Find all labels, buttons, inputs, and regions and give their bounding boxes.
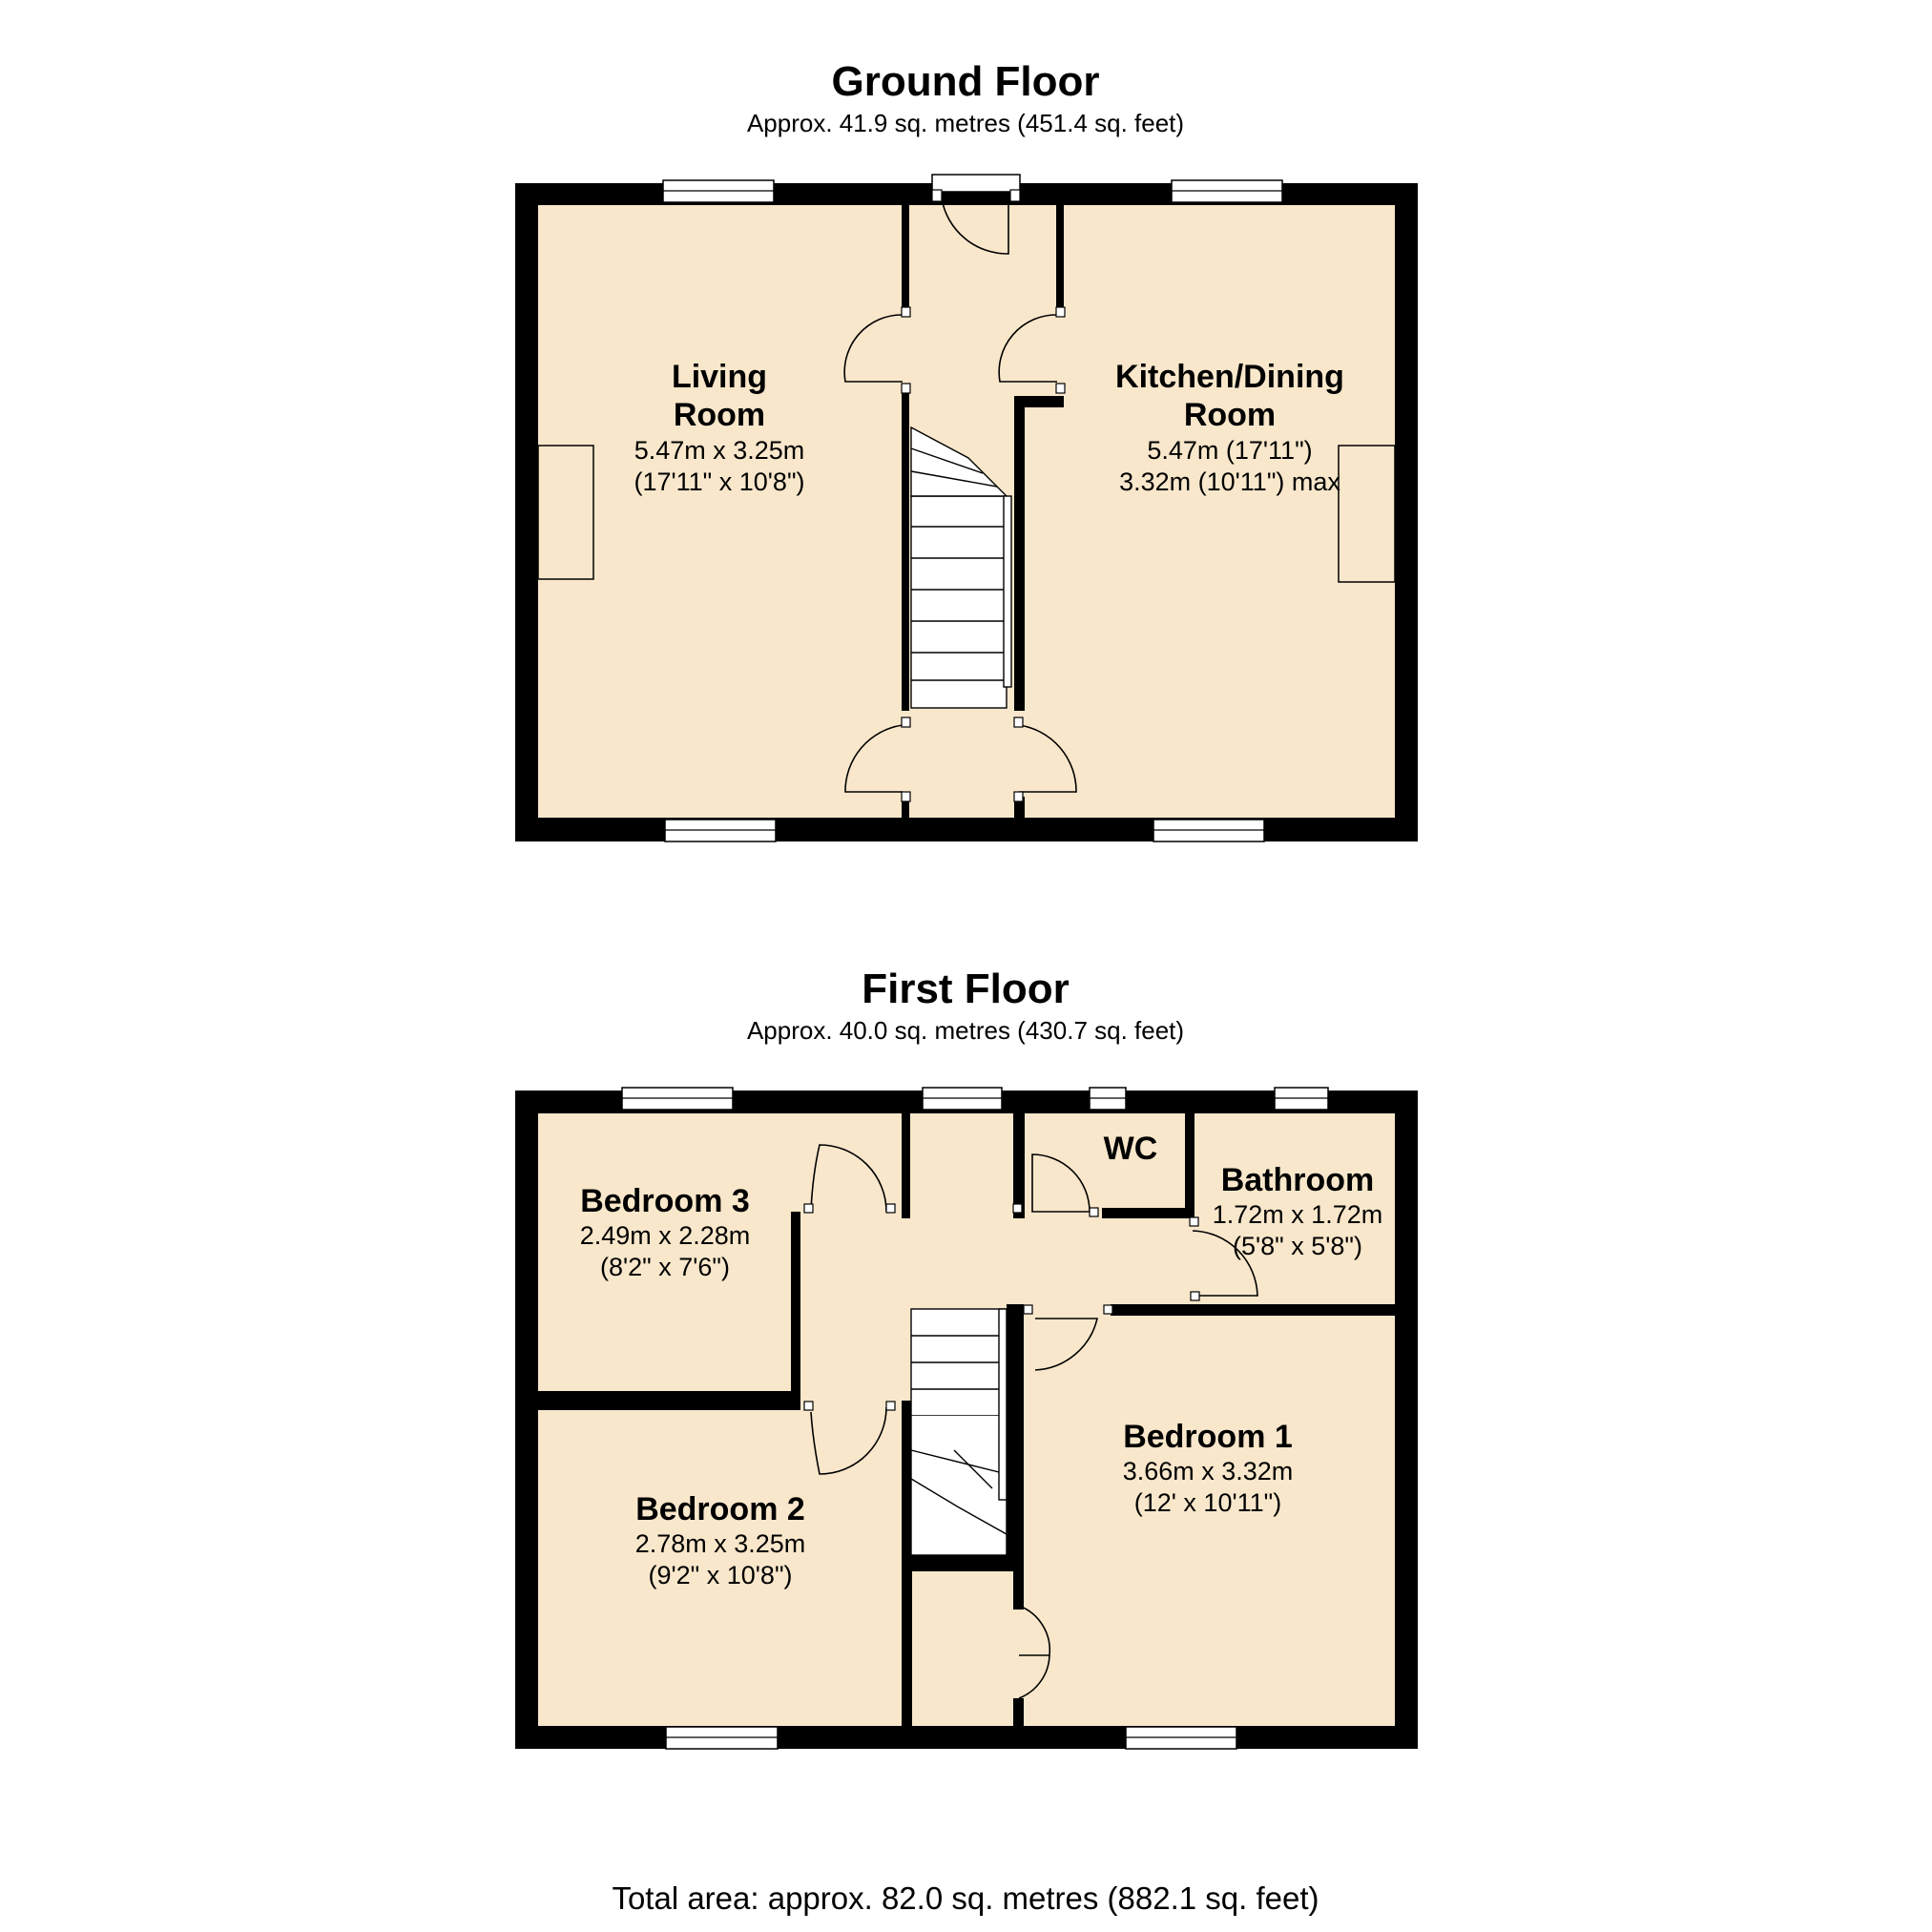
first-floor-area: Approx. 40.0 sq. metres (430.7 sq. feet)	[746, 1016, 1185, 1045]
living-room-dimensions-metric: 5.47m x 3.25m	[634, 436, 805, 465]
ground-floor-area: Approx. 41.9 sq. metres (451.4 sq. feet)	[746, 109, 1185, 137]
hall-right-wall-top	[1056, 205, 1064, 312]
kitchen-dining-room-name-line2: Room	[1183, 397, 1277, 433]
ground-floor-plan	[515, 58, 1418, 841]
bedroom-3-dimensions-imperial: (8'2" x 7'6")	[599, 1253, 731, 1281]
bedroom-3-name: Bedroom 3	[580, 1183, 750, 1219]
kitchen-dining-room-length: 5.47m (17'11")	[1147, 436, 1313, 465]
bedroom-3-dimensions-metric: 2.49m x 2.28m	[579, 1221, 751, 1250]
wc-name: WC	[1103, 1131, 1158, 1167]
bedroom-2-dimensions-metric: 2.78m x 3.25m	[634, 1529, 806, 1558]
kitchen-dining-room-width: 3.32m (10'11") max	[1119, 467, 1340, 496]
total-area: Total area: approx. 82.0 sq. metres (882.1 sq. feet)	[612, 1880, 1319, 1916]
living-room-dimensions-imperial: (17'11" x 10'8")	[634, 467, 805, 496]
bathroom-dimensions-metric: 1.72m x 1.72m	[1212, 1200, 1383, 1229]
ground-floor-title: Ground Floor	[831, 58, 1100, 105]
living-room-name-line2: Room	[673, 397, 766, 433]
bathroom-dimensions-imperial: (5'8" x 5'8")	[1232, 1232, 1363, 1260]
first-floor-plan	[515, 966, 1418, 1749]
bathroom-name: Bathroom	[1220, 1162, 1375, 1198]
first-floor-title: First Floor	[862, 966, 1070, 1012]
living-room-name-line1: Living	[671, 359, 768, 395]
hall-left-wall-top	[902, 205, 909, 312]
front-door-frame	[932, 175, 1020, 192]
bedroom-1-dimensions-metric: 3.66m x 3.32m	[1122, 1457, 1294, 1485]
bedroom-2-dimensions-imperial: (9'2" x 10'8")	[648, 1561, 793, 1589]
bedroom-1-name: Bedroom 1	[1123, 1419, 1293, 1455]
first-floor-staircase	[911, 1309, 1007, 1555]
hall-left-wall-mid	[902, 391, 909, 711]
bedroom-2-name: Bedroom 2	[635, 1491, 805, 1527]
kitchen-dining-room-name-line1: Kitchen/Dining	[1115, 359, 1344, 395]
bedroom-1-dimensions-imperial: (12' x 10'11")	[1133, 1488, 1282, 1517]
